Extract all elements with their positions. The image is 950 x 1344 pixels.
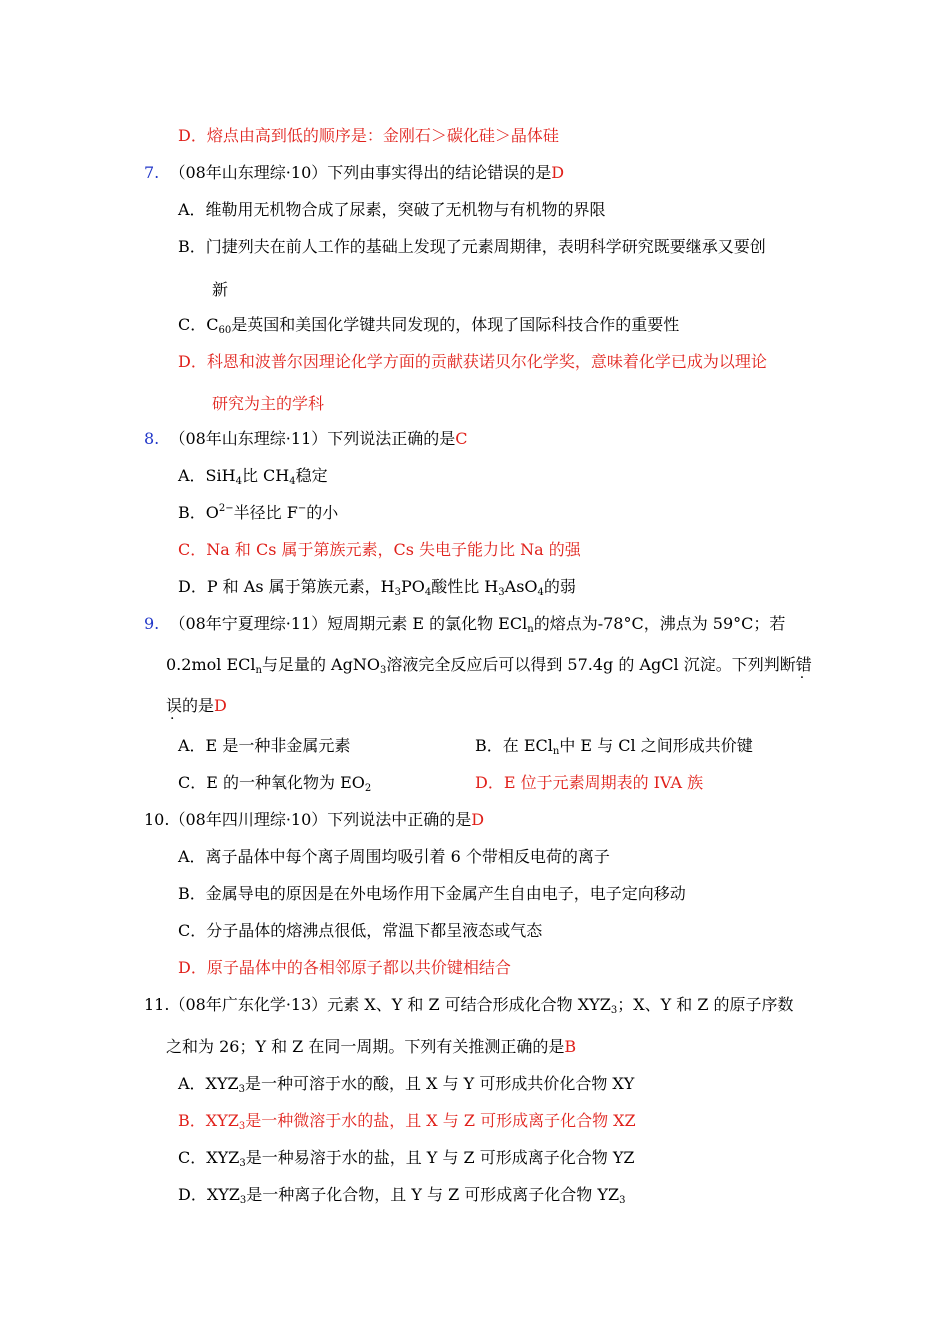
q10-option-b: B．金属导电的原因是在外电场作用下金属产生自由电子，电子定向移动 — [178, 884, 686, 903]
q11-stem-line1: 11.（08年广东化学·13）元素 X、Y 和 Z 可结合形成化合物 $XYZ_3$；X、Y 和 Z 的原子序数 — [144, 995, 794, 1016]
q9-number: 9. — [144, 614, 160, 633]
q9-option-b: B．在 ECl$_n$中 E 与 Cl 之间形成共价键 — [475, 736, 753, 757]
q6-option-d: D．熔点由高到低的顺序是：金刚石＞碳化硅＞晶体硅 — [178, 126, 559, 145]
q7-option-b-cont: 新 — [212, 280, 229, 299]
q11-option-b: B．$XYZ_3$是一种微溶于水的盐，且 X 与 Z 可形成离子化合物 XZ — [178, 1111, 636, 1132]
q9-answer: D — [214, 696, 227, 715]
q7-option-c: C．$C_{60}$是英国和美国化学键共同发现的，体现了国际科技合作的重要性 — [178, 315, 680, 336]
q8-option-b: B．$O^{2-}$半径比 F−的小 — [178, 503, 339, 522]
q7-option-d: D．科恩和波普尔因理论化学方面的贡献获诺贝尔化学奖，意味着化学已成为以理论 — [178, 352, 767, 371]
q11-option-d: D．$XYZ_3$是一种离子化合物，且 Y 与 Z 可形成离子化合物 $YZ_3$ — [178, 1185, 626, 1206]
q7-stem: 7. （08年山东理综·10）下列由事实得出的结论错误的是D — [144, 163, 565, 182]
q7-option-d-cont: 研究为主的学科 — [212, 394, 325, 413]
q7-option-a: A．维勒用无机物合成了尿素，突破了无机物与有机物的界限 — [178, 200, 606, 219]
q11-number: 11. — [144, 995, 170, 1014]
q9-option-a: A．E 是一种非金属元素 — [178, 736, 351, 755]
q10-stem: 10.（08年四川理综·10）下列说法中正确的是D — [144, 810, 485, 829]
q10-answer: D — [471, 810, 485, 829]
q9-stem-line1: 9. （08年宁夏理综·11）短周期元素 E 的氯化物 ECl$_n$的熔点为-78°C，沸点为 59°C；若 — [144, 614, 786, 635]
q8-option-d: D．P 和 As 属于第族元素，$H_3PO_4$酸性比 $H_3AsO_4$的弱 — [178, 577, 576, 598]
q8-number: 8. — [144, 429, 160, 448]
q8-option-c: C．Na 和 Cs 属于第族元素，Cs 失电子能力比 Na 的强 — [178, 540, 581, 559]
q7-option-b: B．门捷列夫在前人工作的基础上发现了元素周期律，表明科学研究既要继承又要创 — [178, 237, 766, 256]
q11-answer: B — [564, 1037, 577, 1056]
q8-stem: 8. （08年山东理综·11）下列说法正确的是C — [144, 429, 468, 448]
q10-number: 10. — [144, 810, 170, 829]
q8-answer: C — [455, 429, 468, 448]
q9-stem-line3: 误的是D — [166, 696, 227, 715]
q9-stem-line2: 0.2mol ECl$_n$与足量的 AgNO$_3$溶液完全反应后可以得到 57.4g 的 AgCl 沉淀。下列判断错 — [166, 655, 812, 676]
q10-option-a: A．离子晶体中每个离子周围均吸引着 6 个带相反电荷的离子 — [178, 847, 610, 866]
q7-number: 7. — [144, 163, 160, 182]
q9-emphasis-char2: 误 — [166, 696, 183, 715]
q9-emphasis-char: 错 — [795, 655, 812, 674]
q8-option-a: A．SiH$_4$比 $CH_4$稳定 — [178, 466, 328, 487]
q11-option-a: A．$XYZ_3$是一种可溶于水的酸，且 X 与 Y 可形成共价化合物 XY — [178, 1074, 635, 1095]
q7-answer: D — [551, 163, 565, 182]
q11-option-c: C．$XYZ_3$是一种易溶于水的盐，且 Y 与 Z 可形成离子化合物 YZ — [178, 1148, 635, 1169]
q9-option-c: C．E 的一种氧化物为 $EO_2$ — [178, 773, 372, 794]
q9-option-d: D．E 位于元素周期表的 IVA 族 — [475, 773, 704, 792]
q10-option-d: D．原子晶体中的各相邻原子都以共价键相结合 — [178, 958, 511, 977]
q10-option-c: C．分子晶体的熔沸点很低，常温下都呈液态或气态 — [178, 921, 543, 940]
q11-stem-line2: 之和为 26；Y 和 Z 在同一周期。下列有关推测正确的是B — [166, 1037, 577, 1056]
